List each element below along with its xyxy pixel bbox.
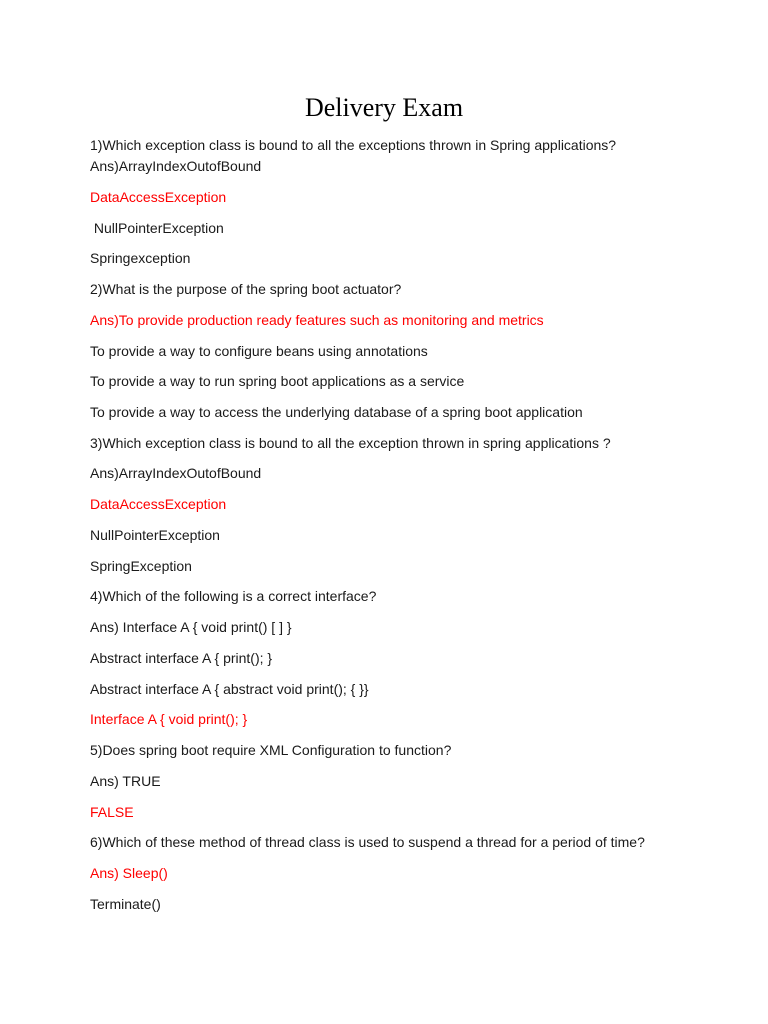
question-4-option-a: Ans) Interface A { void print() [ ] }: [90, 619, 292, 635]
question-5-text: 5)Does spring boot require XML Configuration to function?: [90, 742, 452, 758]
question-2-option-a-answer: Ans)To provide production ready features such as monitoring and metrics: [90, 312, 544, 328]
question-6-option-b: Terminate(): [90, 896, 161, 912]
question-6-text: 6)Which of these method of thread class is used to suspend a thread for a period of time?: [90, 834, 645, 850]
question-2-option-c: To provide a way to run spring boot applications as a service: [90, 373, 465, 389]
question-3-option-c: NullPointerException: [90, 527, 220, 543]
question-3-text: 3)Which exception class is bound to all the exception thrown in spring applications ?: [90, 435, 611, 451]
question-4-text: 4)Which of the following is a correct interface?: [90, 588, 377, 604]
question-2-text: 2)What is the purpose of the spring boot actuator?: [90, 281, 402, 297]
question-1-option-d: Springexception: [90, 250, 191, 266]
question-3-option-d: SpringException: [90, 558, 192, 574]
question-4-option-b: Abstract interface A { print(); }: [90, 650, 273, 666]
question-1-option-a: Ans)ArrayIndexOutofBound: [90, 158, 262, 174]
question-4-option-c: Abstract interface A { abstract void print(); { }}: [90, 681, 369, 697]
question-5-option-a: Ans) TRUE: [90, 773, 161, 789]
question-1-option-b-answer: DataAccessException: [90, 189, 227, 205]
question-2-option-b: To provide a way to configure beans using annotations: [90, 343, 428, 359]
question-3-option-a: Ans)ArrayIndexOutofBound: [90, 465, 262, 481]
question-1-option-c: NullPointerException: [90, 220, 224, 236]
question-3-option-b-answer: DataAccessException: [90, 496, 227, 512]
page-title: Delivery Exam: [304, 93, 464, 122]
question-6-option-a-answer: Ans) Sleep(): [90, 865, 168, 881]
question-1-text: 1)Which exception class is bound to all the exceptions thrown in Spring applications?: [90, 137, 617, 153]
question-2-option-d: To provide a way to access the underlying database of a spring boot application: [90, 404, 583, 420]
question-5-option-b-answer: FALSE: [90, 804, 134, 820]
question-4-option-d-answer: Interface A { void print(); }: [90, 711, 248, 727]
